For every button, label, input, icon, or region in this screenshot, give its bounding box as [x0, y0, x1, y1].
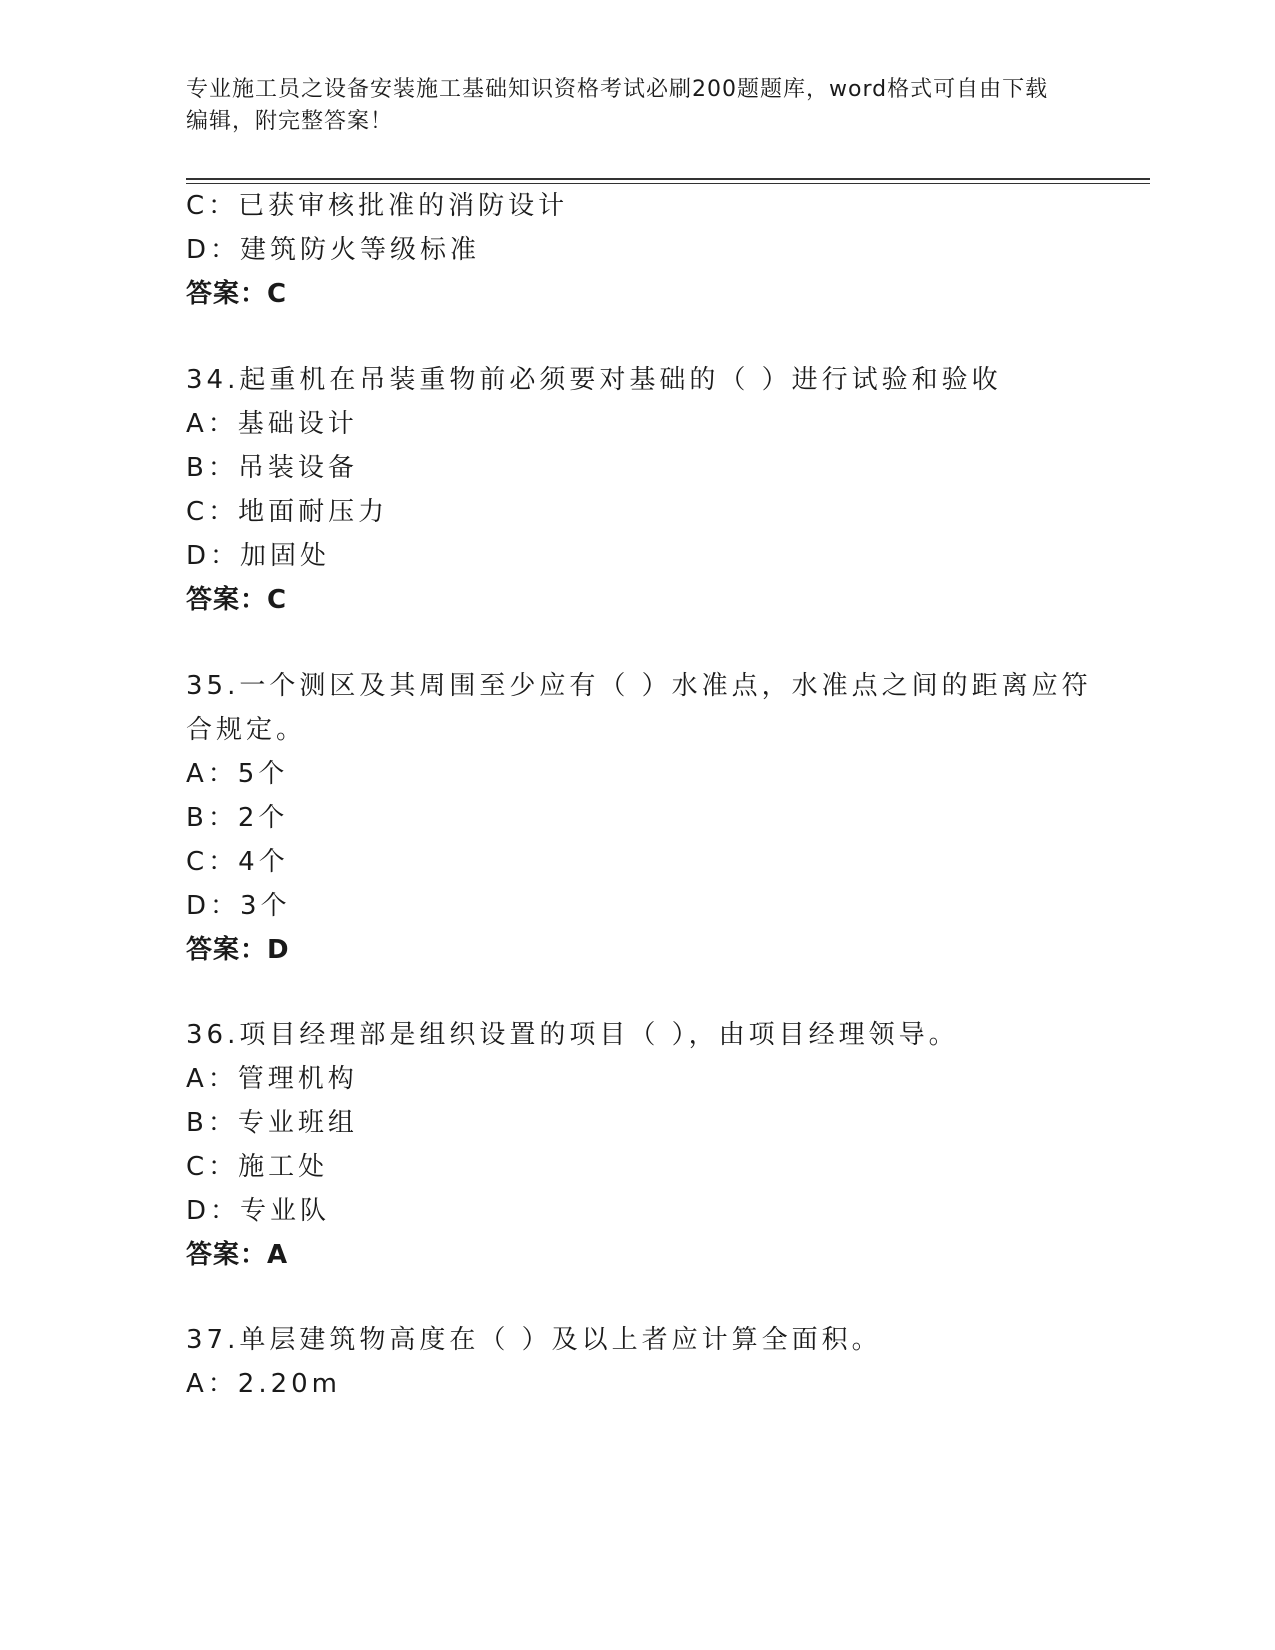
- q35-answer: 答案：D: [186, 935, 290, 965]
- q34-option-a: A：基础设计: [186, 409, 358, 439]
- q36-option-d: D：专业队: [186, 1196, 331, 1226]
- q35-option-a: A：5个: [186, 759, 289, 789]
- question-34: 34.起重机在吊装重物前必须要对基础的（ ）进行试验和验收: [186, 365, 1002, 395]
- q34-option-b: B：吊装设备: [186, 453, 358, 483]
- q36-answer: 答案：A: [186, 1240, 289, 1270]
- q37-option-a: A：2.20m: [186, 1369, 342, 1399]
- q36-option-c: C：施工处: [186, 1152, 329, 1182]
- answer: 答案：C: [186, 279, 288, 309]
- q34-option-c: C：地面耐压力: [186, 497, 389, 527]
- header-divider-thin: [186, 183, 1150, 184]
- question-37: 37.单层建筑物高度在（ ）及以上者应计算全面积。: [186, 1325, 882, 1355]
- q34-option-d: D：加固处: [186, 541, 331, 571]
- option-d: D：建筑防火等级标准: [186, 235, 481, 265]
- document-header-title: 专业施工员之设备安装施工基础知识资格考试必刷200题题库，word格式可自由下载编辑，附完整答案！: [186, 77, 1049, 134]
- question-36: 36.项目经理部是组织设置的项目（ ），由项目经理领导。: [186, 1020, 959, 1050]
- q36-option-b: B：专业班组: [186, 1108, 358, 1138]
- q35-option-d: D：3个: [186, 891, 291, 921]
- header-divider-thick: [186, 178, 1150, 180]
- q35-option-b: B：2个: [186, 803, 289, 833]
- q35-option-c: C：4个: [186, 847, 289, 877]
- q34-answer: 答案：C: [186, 585, 288, 615]
- question-35-line1: 35.一个测区及其周围至少应有（ ）水准点，水准点之间的距离应符: [186, 671, 1092, 701]
- option-c: C：已获审核批准的消防设计: [186, 191, 569, 221]
- question-35-line2: 合规定。: [186, 715, 307, 745]
- q36-option-a: A：管理机构: [186, 1064, 358, 1094]
